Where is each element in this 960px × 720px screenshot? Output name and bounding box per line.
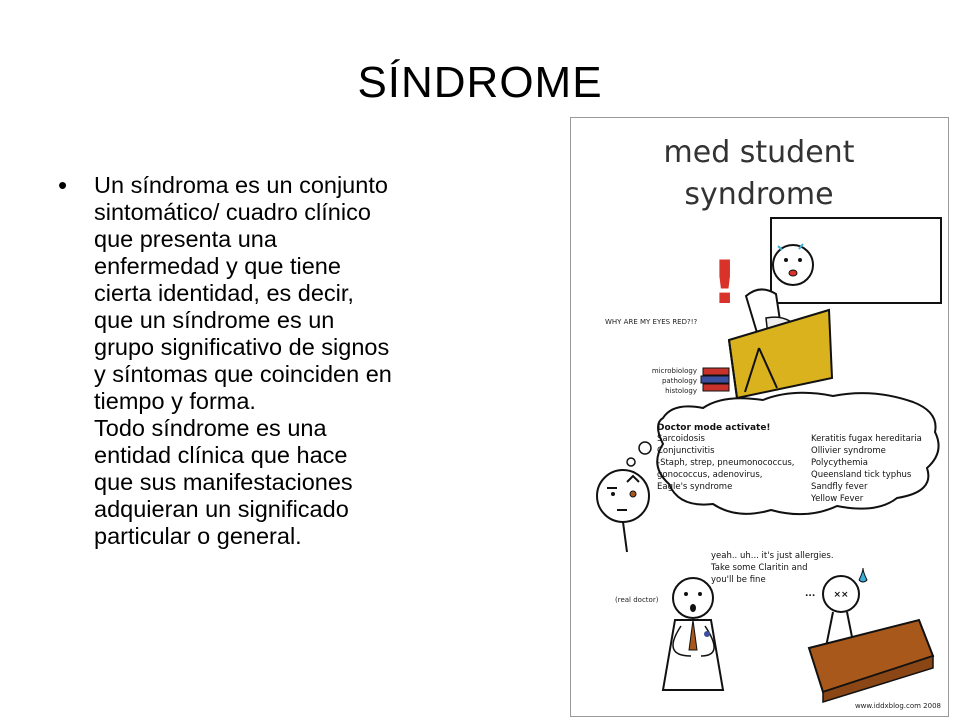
doctor-eye (698, 592, 702, 596)
thought-item: Sarcoidosis (657, 434, 705, 444)
bullet-line: enfermedad y que tiene (94, 253, 341, 279)
bullet-paragraph (94, 172, 474, 550)
book-icon (703, 384, 729, 391)
thinking-student-head (597, 470, 649, 522)
student-head (773, 245, 813, 285)
doctor-eye (684, 592, 688, 596)
doctor-mouth (690, 604, 696, 612)
bullet-line: adquieran un significado (94, 496, 349, 522)
bullet-marker: • (58, 170, 68, 200)
student-neck (623, 522, 627, 552)
student-eye (784, 258, 788, 262)
student-eye (611, 492, 615, 496)
bullet-line: sintomático/ cuadro clínico (94, 199, 371, 225)
sweat-drop-icon (859, 568, 867, 582)
student-eye (630, 491, 636, 497)
bullet-line: grupo significativo de signos (94, 334, 390, 360)
book-label: histology (665, 387, 697, 395)
thought-item: Queensland tick typhus (811, 470, 912, 480)
comic-image (570, 117, 949, 717)
thought-item: gonococcus, adenovirus, (657, 470, 763, 480)
thought-dot (627, 458, 635, 466)
book-icon (701, 376, 729, 383)
doctor-label: (real doctor) (615, 596, 659, 604)
bullet-line: cierta identidad, es decir, (94, 280, 354, 306)
thought-item: Keratitis fugax hereditaria (811, 434, 922, 444)
bullet-line: que sus manifestaciones (94, 469, 353, 495)
thought-item: Eagle's syndrome (657, 482, 733, 492)
thought-item: Sandfly fever (811, 482, 868, 492)
book-icon (703, 368, 729, 375)
stethoscope-bell (704, 631, 710, 637)
comic-title-line2: syndrome (684, 177, 834, 212)
student-mouth (789, 270, 797, 276)
student-question: WHY ARE MY EYES RED?!? (605, 318, 698, 326)
bullet-line: y síntomas que coinciden en (94, 361, 392, 387)
thought-item: Conjunctivitis (657, 446, 715, 456)
bullet-line: entidad clínica que hace (94, 442, 348, 468)
bullet-line: que un síndrome es un (94, 307, 335, 333)
thought-dot (639, 442, 651, 454)
exclamation-mark: ! (711, 248, 739, 318)
thought-item: Yellow Fever (811, 494, 864, 504)
bullet-line: Un síndroma es un conjunto (94, 172, 388, 198)
slide-title: SÍNDROME (357, 58, 603, 107)
comic-credit: www.iddxblog.com 2008 (854, 702, 941, 710)
dead-eyes: ×× (833, 590, 849, 600)
comic-title-line1: med student (663, 135, 855, 170)
doctor-speech: yeah.. uh... it's just allergies. (711, 551, 834, 561)
thought-item: -Staph, strep, pneumonococcus, (657, 458, 795, 468)
bullet-line: Todo síndrome es una (94, 415, 327, 441)
bullet-line: tiempo y forma. (94, 388, 256, 414)
doctor-speech: you'll be fine (711, 575, 766, 585)
bullet-line: que presenta una (94, 226, 277, 252)
thought-item: Ollivier syndrome (811, 446, 886, 456)
thought-heading: Doctor mode activate! (657, 423, 771, 433)
book-label: pathology (661, 377, 697, 385)
comic-canvas (571, 118, 948, 716)
book-label: microbiology (651, 367, 697, 375)
bullet-line: particular o general. (94, 523, 302, 549)
student-reply: ... (805, 589, 816, 599)
doctor-speech: Take some Claritin and (711, 563, 808, 573)
student-eye (798, 258, 802, 262)
thought-item: Polycythemia (811, 458, 868, 468)
